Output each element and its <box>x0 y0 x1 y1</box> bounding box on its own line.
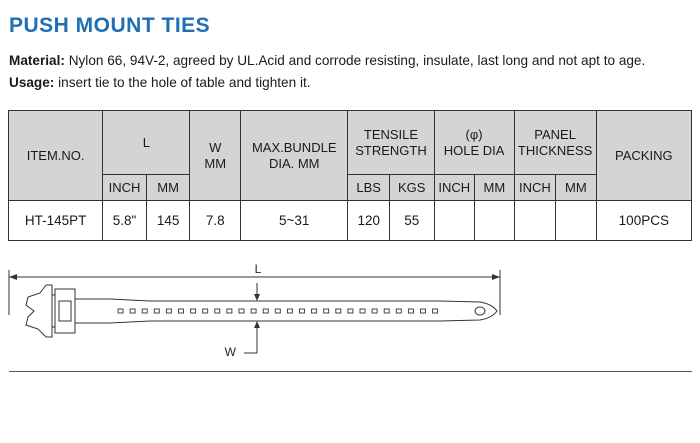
header-packing: PACKING <box>596 111 691 201</box>
header-panel-line2: THICKNESS <box>517 142 593 158</box>
strap-slot <box>154 309 159 313</box>
width-label: W <box>224 345 236 359</box>
strap-slot <box>239 309 244 313</box>
usage-label: Usage: <box>9 75 55 90</box>
sub-lbs: LBS <box>348 175 390 201</box>
sub-mm-l: MM <box>146 175 190 201</box>
strap-slot <box>263 309 268 313</box>
header-tensile-line1: TENSILE <box>363 126 419 142</box>
cell-kgs: 55 <box>389 201 434 241</box>
strap-slot <box>360 309 365 313</box>
strap-slot <box>372 309 377 313</box>
strap-slot <box>396 309 401 313</box>
cell-mm: 145 <box>146 201 190 241</box>
strap-slot <box>118 309 123 313</box>
page-title: PUSH MOUNT TIES <box>9 14 211 37</box>
sub-inch-l: INCH <box>103 175 147 201</box>
header-hole <box>434 111 514 175</box>
strap-slot <box>215 309 220 313</box>
strap-slot <box>191 309 196 313</box>
arrow-up-icon <box>254 321 260 328</box>
tie-drawing <box>0 255 700 365</box>
strap-body <box>75 299 497 323</box>
spec-table <box>8 110 692 241</box>
cell-lbs: 120 <box>348 201 390 241</box>
header-hole-line2: HOLE DIA <box>443 142 505 158</box>
usage-line <box>9 75 311 90</box>
strap-slot <box>421 309 426 313</box>
header-panel-line1: PANEL <box>534 126 576 142</box>
header-item-no: ITEM.NO. <box>9 111 103 201</box>
header-w <box>190 111 241 201</box>
header-w-line2: MM <box>204 155 227 171</box>
cell-hole-inch <box>434 201 475 241</box>
sub-inch-panel: INCH <box>514 175 556 201</box>
header-tensile-line2: STRENGTH <box>355 142 427 158</box>
cell-item: HT-145PT <box>9 201 103 241</box>
sub-kgs: KGS <box>389 175 434 201</box>
strap-slot <box>408 309 413 313</box>
cell-panel-mm <box>556 201 597 241</box>
material-text: Nylon 66, 94V-2, agreed by UL.Acid and corrode resisting, insulate, last long and not apt to age. <box>68 53 646 68</box>
usage-text: insert tie to the hole of table and tighten it. <box>58 75 311 90</box>
strap-hole-icon <box>475 307 485 315</box>
cell-bundle: 5~31 <box>241 201 348 241</box>
header-bundle-line2: DIA. MM <box>268 155 320 171</box>
strap-slot <box>275 309 280 313</box>
length-label: L <box>254 262 262 276</box>
strap-slot <box>300 309 305 313</box>
arrow-left-icon <box>9 274 17 280</box>
header-hole-line1: (φ) <box>465 126 483 142</box>
strap-slots <box>118 309 438 313</box>
header-bundle-line1: MAX.BUNDLE <box>251 139 337 155</box>
strap-slot <box>203 309 208 313</box>
strap-slot <box>130 309 135 313</box>
cell-panel-inch <box>514 201 556 241</box>
strap-slot <box>142 309 147 313</box>
strap-slot <box>179 309 184 313</box>
header-l: L <box>103 111 190 175</box>
header-tensile <box>348 111 434 175</box>
strap-slot <box>166 309 171 313</box>
header-w-line1: W <box>209 139 222 155</box>
cell-w: 7.8 <box>190 201 241 241</box>
sub-inch-hole: INCH <box>434 175 475 201</box>
header-bundle <box>241 111 348 201</box>
table-row <box>9 201 692 241</box>
strap-slot <box>348 309 353 313</box>
strap-slot <box>324 309 329 313</box>
sub-mm-hole: MM <box>475 175 515 201</box>
bottom-divider <box>9 371 692 372</box>
arrow-right-icon <box>492 274 500 280</box>
strap-slot <box>384 309 389 313</box>
strap-slot <box>287 309 292 313</box>
cell-packing: 100PCS <box>596 201 691 241</box>
material-line <box>9 53 645 68</box>
header-panel <box>514 111 596 175</box>
push-mount-head-icon <box>26 285 75 337</box>
strap-slot <box>312 309 317 313</box>
strap-slot <box>251 309 256 313</box>
material-label: Material: <box>9 53 65 68</box>
sub-mm-panel: MM <box>556 175 597 201</box>
cell-inch: 5.8" <box>103 201 147 241</box>
strap-slot <box>336 309 341 313</box>
strap-slot <box>227 309 232 313</box>
arrow-down-icon <box>254 294 260 301</box>
strap-slot <box>433 309 438 313</box>
cell-hole-mm <box>475 201 515 241</box>
